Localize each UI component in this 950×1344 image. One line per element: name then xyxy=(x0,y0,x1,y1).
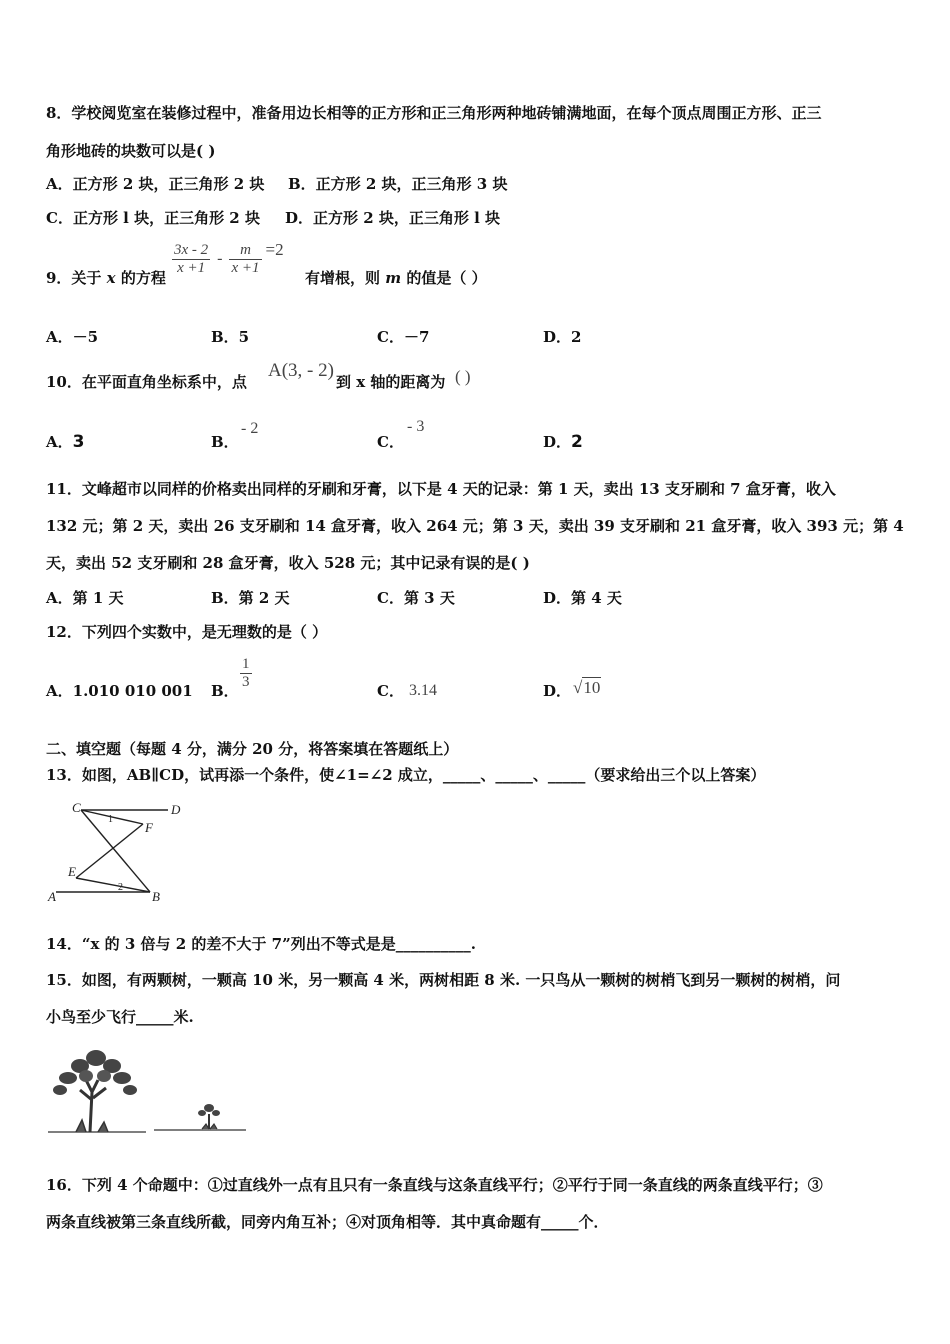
angle-2-label: 2 xyxy=(118,882,123,893)
q9-option-d: D．2 xyxy=(543,328,582,346)
q10-option-c-value: - 3 xyxy=(407,418,425,435)
q12-option-b-label: B． xyxy=(211,682,239,700)
label-c: C xyxy=(72,800,81,815)
q8-option-b: B．正方形 2 块，正三角形 3 块 xyxy=(288,175,508,193)
q15-trees-figure xyxy=(46,1040,256,1140)
q12-option-d-label: D． xyxy=(543,682,572,700)
q12-option-d-sqrt: √10 xyxy=(573,678,601,697)
segment-cb xyxy=(81,810,150,892)
q10-option-d: D．2 xyxy=(543,432,583,452)
section-2-heading: 二、填空题（每题 4 分，满分 20 分，将答案填在答题纸上） xyxy=(46,740,459,758)
q9-var-x: x xyxy=(106,269,116,287)
q9-stem: 9．关于 x 的方程 xyxy=(46,269,166,287)
q9-option-a: A．－5 xyxy=(46,328,99,346)
angle-1-label: 1 xyxy=(108,814,113,825)
q10-option-c-label: C． xyxy=(377,433,404,451)
q8-stem-line2: 角形地砖的块数可以是( ) xyxy=(46,142,216,160)
q14-stem: 14．“x 的 3 倍与 2 的差不大于 7”列出不等式是是__________. xyxy=(46,935,476,953)
q15-stem-line2: 小鸟至少飞行_____米. xyxy=(46,1008,194,1026)
label-f: F xyxy=(145,820,153,835)
q12-option-b-fraction: $\frac{1}{3}$ xyxy=(242,656,250,690)
q11-stem-line3: 天，卖出 52 支牙刷和 28 盒牙膏，收入 528 元；其中记录有误的是( ) xyxy=(46,554,530,572)
tall-tree-icon xyxy=(53,1050,137,1132)
q10-answer-paren: ( ) xyxy=(455,367,471,386)
q10-stem-suffix: 到 x 轴的距离为 xyxy=(336,373,446,391)
label-b: B xyxy=(152,889,160,904)
q10-option-b-label: B． xyxy=(211,433,239,451)
q11-option-d: D．第 4 天 xyxy=(543,589,622,607)
segment-fe xyxy=(76,824,143,878)
q10-option-b-value: - 2 xyxy=(241,420,259,437)
q12-option-c-label: C． xyxy=(377,682,404,700)
q11-option-c: C．第 3 天 xyxy=(377,589,455,607)
q9-fraction-1: $\frac{3x - 2}{x +1}$ xyxy=(174,241,209,276)
q11-option-b: B．第 2 天 xyxy=(211,589,290,607)
q13-figure xyxy=(46,798,196,908)
q9-var-m: m xyxy=(385,269,402,287)
label-e: E xyxy=(68,864,76,879)
label-d: D xyxy=(171,802,181,817)
q13-stem: 13．如图，AB∥CD，试再添一个条件，使∠1=∠2 成立，_____、_____、_____（要求给出三个以上答案） xyxy=(46,766,766,784)
q8-option-c: C．正方形 l 块，正三角形 2 块 xyxy=(46,209,260,227)
q16-stem-line2: 两条直线被第三条直线所截，同旁内角互补；④对顶角相等．其中真命题有_____个． xyxy=(46,1213,609,1231)
q11-stem-line1: 11．文峰超市以同样的价格卖出同样的牙刷和牙膏，以下是 4 天的记录：第 1 天，卖出 13 支牙刷和 7 盒牙膏，收入 xyxy=(46,480,836,498)
q8-option-d: D．正方形 2 块，正三角形 l 块 xyxy=(285,209,501,227)
q16-stem-line1: 16．下列 4 个命题中：①过直线外一点有且只有一条直线与这条直线平行；②平行于同一条直线的两条直线平行；③ xyxy=(46,1176,823,1194)
q10-stem-prefix: 10．在平面直角坐标系中，点 xyxy=(46,373,247,391)
q9-fraction-2: $\frac{m}{x +1}$ xyxy=(231,241,260,276)
q9-option-c: C．－7 xyxy=(377,328,430,346)
label-a: A xyxy=(48,889,56,904)
q15-stem-line1: 15．如图，有两颗树，一颗高 10 米，另一颗高 4 米，两树相距 8 米. 一只鸟从一颗树的树梢飞到另一颗树的树梢，问 xyxy=(46,971,841,989)
small-tree-icon xyxy=(198,1104,220,1129)
segment-eb xyxy=(76,878,150,892)
q11-option-a: A．第 1 天 xyxy=(46,589,124,607)
q9-suffix: 有增根，则 m 的值是（ ） xyxy=(305,269,487,287)
q10-option-a: A．3 xyxy=(46,432,85,452)
q9-option-b: B．5 xyxy=(211,328,250,346)
q12-option-c-value: 3.14 xyxy=(409,682,437,699)
q12-option-a: A．1.010 010 001 xyxy=(46,682,193,700)
q11-stem-line2: 132 元；第 2 天，卖出 26 支牙刷和 14 盒牙膏，收入 264 元；第 3 天，卖出 39 支牙刷和 21 盒牙膏，收入 393 元；第 4 xyxy=(46,517,904,535)
q12-stem: 12．下列四个实数中，是无理数的是（ ） xyxy=(46,623,328,641)
q9-equation: $\frac{3x - 2}{x +1}$ - $\frac{m}{x +1}$ =2 xyxy=(174,240,284,276)
q8-stem-line1: 8．学校阅览室在装修过程中，准备用边长相等的正方形和正三角形两种地砖铺满地面，在每个顶点周围正方形、正三 xyxy=(46,104,822,122)
q10-point-a: A(3, - 2) xyxy=(268,360,334,381)
q8-option-a: A．正方形 2 块，正三角形 2 块 xyxy=(46,175,265,193)
